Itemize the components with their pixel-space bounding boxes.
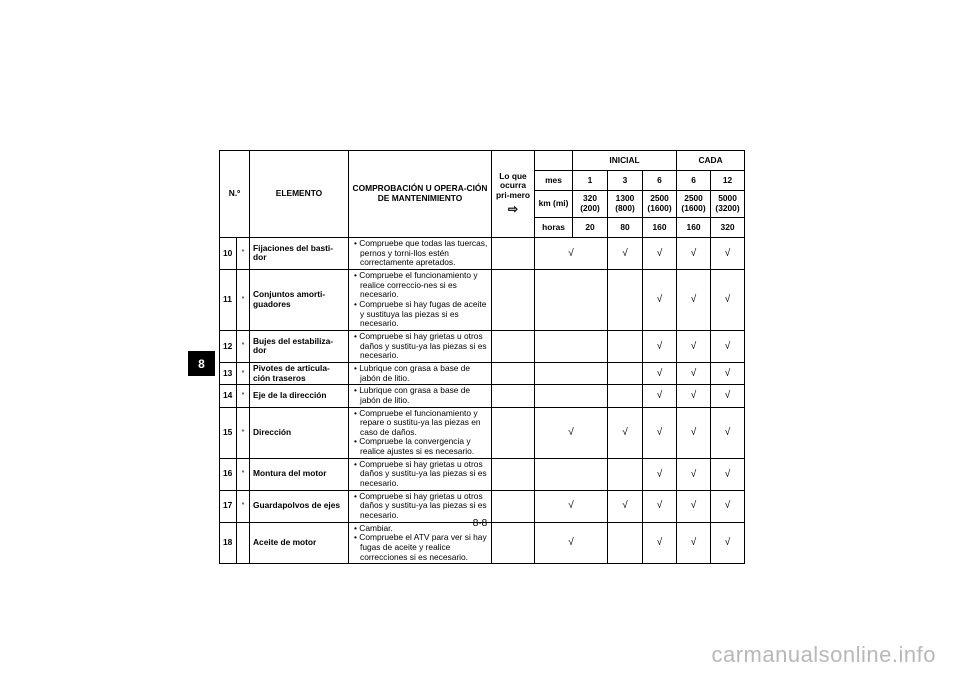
header-initial: INICIAL — [573, 151, 677, 171]
arrow-right-icon: ⇨ — [507, 201, 519, 216]
row-element: Bujes del estabiliza-dor — [250, 330, 349, 362]
check-mark: √ — [643, 269, 677, 330]
header-spacer — [535, 151, 573, 171]
operation-list — [352, 524, 488, 563]
table-row — [220, 458, 745, 490]
operation-list — [352, 364, 488, 383]
header-km-value: 1300 (800) — [608, 191, 643, 218]
operation-item: • Lubrique con grasa a base de jabón de litio. — [352, 386, 488, 405]
row-checks — [492, 269, 535, 330]
row-number: 11 — [220, 269, 237, 330]
operation-item: • Compruebe si hay fugas de aceite y sustituya las piezas si es necesario. — [352, 300, 488, 329]
row-element: Pivotes de articula-ción traseros — [250, 362, 349, 384]
maintenance-table — [219, 150, 745, 564]
operation-item: • Compruebe si hay grietas u otros daños y sustitu-ya las piezas si es necesario. — [352, 460, 488, 489]
operation-list — [352, 386, 488, 405]
check-mark: √ — [535, 490, 608, 522]
check-mark — [608, 458, 643, 490]
row-star-mark: * — [237, 238, 250, 270]
check-mark: √ — [711, 490, 745, 522]
check-mark — [535, 330, 608, 362]
header-first-label: Lo que ocurra pri-mero — [496, 170, 530, 200]
check-mark: √ — [677, 330, 711, 362]
row-number: 13 — [220, 362, 237, 384]
header-element: ELEMENTO — [250, 151, 349, 238]
header-horas: horas — [535, 218, 573, 238]
row-operations — [349, 269, 492, 330]
header-km-value: 2500 (1600) — [643, 191, 677, 218]
row-star-mark: * — [237, 330, 250, 362]
row-element: Dirección — [250, 407, 349, 458]
row-checks — [492, 407, 535, 458]
operation-item: • Compruebe la convergencia y realice ajustes si es necesario. — [352, 437, 488, 456]
row-operations — [349, 238, 492, 270]
row-number: 12 — [220, 330, 237, 362]
row-number: 17 — [220, 490, 237, 522]
check-mark: √ — [677, 407, 711, 458]
operation-list — [352, 409, 488, 457]
operation-item: • Compruebe el funcionamiento y realice correccio-nes si es necesario. — [352, 271, 488, 300]
check-mark: √ — [643, 362, 677, 384]
header-km: km (mi) — [535, 191, 573, 218]
check-mark: √ — [677, 385, 711, 407]
row-element: Eje de la dirección — [250, 385, 349, 407]
check-mark: √ — [711, 458, 745, 490]
page-number: 8-8 — [472, 518, 488, 529]
operation-list — [352, 460, 488, 489]
check-mark: √ — [677, 269, 711, 330]
check-mark: √ — [643, 458, 677, 490]
header-mes-value: 3 — [608, 171, 643, 191]
watermark: carmanualsonline.info — [711, 642, 936, 667]
check-mark: √ — [677, 362, 711, 384]
check-mark: √ — [711, 330, 745, 362]
check-mark: √ — [711, 407, 745, 458]
row-star-mark: * — [237, 362, 250, 384]
section-tab: 8 — [188, 351, 215, 376]
row-element: Aceite de motor — [250, 522, 349, 564]
check-mark: √ — [643, 490, 677, 522]
row-operations — [349, 385, 492, 407]
row-star-mark: * — [237, 385, 250, 407]
check-mark: √ — [535, 522, 608, 564]
operation-item: • Lubrique con grasa a base de jabón de litio. — [352, 364, 488, 383]
header-mes-value: 12 — [711, 171, 745, 191]
table-row — [220, 238, 745, 270]
check-mark — [608, 269, 643, 330]
row-star-mark — [237, 522, 250, 564]
check-mark — [535, 269, 608, 330]
row-checks — [492, 238, 535, 270]
operation-item: • Compruebe si hay grietas u otros daños y sustitu-ya las piezas si es necesario. — [352, 492, 488, 521]
row-operations — [349, 407, 492, 458]
row-element: Guardapolvos de ejes — [250, 490, 349, 522]
check-mark — [535, 458, 608, 490]
check-mark: √ — [608, 490, 643, 522]
table-row — [220, 330, 745, 362]
check-mark: √ — [677, 238, 711, 270]
row-number: 18 — [220, 522, 237, 564]
row-number: 14 — [220, 385, 237, 407]
row-checks — [492, 362, 535, 384]
row-element: Conjuntos amorti-guadores — [250, 269, 349, 330]
table-row — [220, 407, 745, 458]
header-mes-value: 1 — [573, 171, 608, 191]
operation-list — [352, 239, 488, 268]
row-checks — [492, 458, 535, 490]
row-star-mark: * — [237, 458, 250, 490]
header-horas-value: 320 — [711, 218, 745, 238]
check-mark: √ — [711, 362, 745, 384]
operation-item: • Compruebe que todas las tuercas, pernos y torni-llos estén correctamente apretados. — [352, 239, 488, 268]
check-mark: √ — [677, 490, 711, 522]
operation-list — [352, 492, 488, 521]
operation-list — [352, 332, 488, 361]
check-mark: √ — [711, 522, 745, 564]
table-row — [220, 362, 745, 384]
row-star-mark: * — [237, 490, 250, 522]
check-mark: √ — [711, 238, 745, 270]
table-row — [220, 269, 745, 330]
operation-item: • Cambiar. — [352, 524, 488, 534]
check-mark: √ — [643, 238, 677, 270]
row-checks — [492, 330, 535, 362]
header-every: CADA — [677, 151, 745, 171]
check-mark: √ — [677, 458, 711, 490]
check-mark: √ — [643, 385, 677, 407]
header-horas-value: 20 — [573, 218, 608, 238]
check-mark: √ — [535, 238, 608, 270]
header-mes: mes — [535, 171, 573, 191]
header-mes-value: 6 — [643, 171, 677, 191]
check-mark — [608, 330, 643, 362]
header-no: N.º — [220, 151, 250, 238]
check-mark — [608, 362, 643, 384]
header-horas-value: 160 — [677, 218, 711, 238]
operation-item: • Compruebe el ATV para ver si hay fugas de aceite y realice correcciones si es necesario. — [352, 533, 488, 562]
row-checks — [492, 385, 535, 407]
header-km-value: 5000 (3200) — [711, 191, 745, 218]
header-horas-value: 160 — [643, 218, 677, 238]
check-mark: √ — [711, 269, 745, 330]
check-mark — [608, 385, 643, 407]
operation-item: • Compruebe el funcionamiento y repare o sustitu-ya las piezas en caso de daños. — [352, 409, 488, 438]
check-mark: √ — [535, 407, 608, 458]
check-mark: √ — [608, 238, 643, 270]
check-mark — [608, 522, 643, 564]
header-first — [492, 151, 535, 238]
header-horas-value: 80 — [608, 218, 643, 238]
header-km-value: 320 (200) — [573, 191, 608, 218]
header-check: COMPROBACIÓN U OPERA-CIÓN DE MANTENIMIENTO — [349, 151, 492, 238]
row-operations — [349, 330, 492, 362]
row-element: Montura del motor — [250, 458, 349, 490]
check-mark: √ — [608, 407, 643, 458]
operation-list — [352, 271, 488, 329]
table-row — [220, 385, 745, 407]
check-mark: √ — [711, 385, 745, 407]
header-mes-value: 6 — [677, 171, 711, 191]
check-mark: √ — [643, 330, 677, 362]
check-mark: √ — [643, 522, 677, 564]
check-mark: √ — [643, 407, 677, 458]
header-km-value: 2500 (1600) — [677, 191, 711, 218]
check-mark: √ — [677, 522, 711, 564]
row-number: 15 — [220, 407, 237, 458]
row-star-mark: * — [237, 407, 250, 458]
row-element: Fijaciones del basti-dor — [250, 238, 349, 270]
operation-item: • Compruebe si hay grietas u otros daños y sustitu-ya las piezas si es necesario. — [352, 332, 488, 361]
row-number: 16 — [220, 458, 237, 490]
check-mark — [535, 385, 608, 407]
row-number: 10 — [220, 238, 237, 270]
check-mark — [535, 362, 608, 384]
row-star-mark: * — [237, 269, 250, 330]
row-operations — [349, 362, 492, 384]
row-operations — [349, 458, 492, 490]
